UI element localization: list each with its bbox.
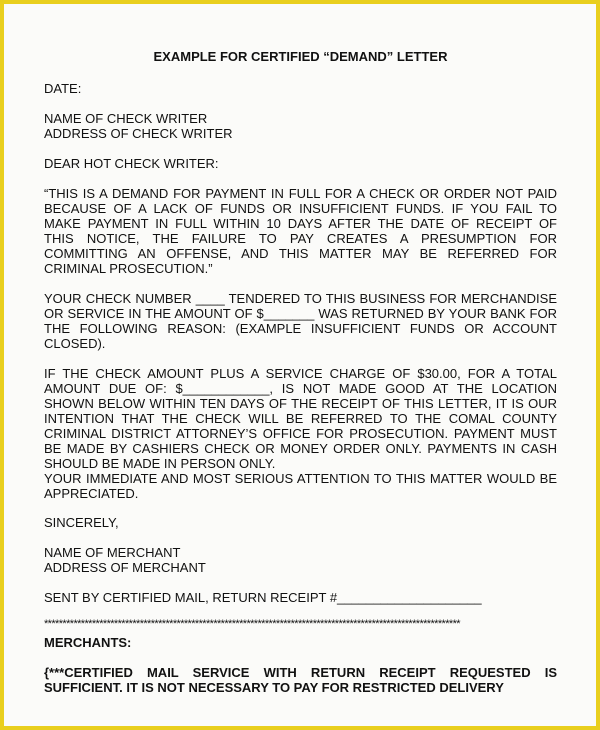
paragraph-line: CRIMINAL PROSECUTION.” xyxy=(44,261,213,276)
merchants-note xyxy=(44,665,557,695)
paragraph-line: MAKE PAYMENT IN FULL WITHIN 10 DAYS AFTER THE DATE OF RECEIPT OF xyxy=(44,216,557,231)
paragraph-line: IF THE CHECK AMOUNT PLUS A SERVICE CHARGE OF $30.00, FOR A TOTAL xyxy=(44,366,557,381)
paragraph-line: SHOULD BE MADE IN PERSON ONLY. xyxy=(44,456,276,471)
letter-title: EXAMPLE FOR CERTIFIED “DEMAND” LETTER xyxy=(153,49,448,64)
merchants-heading: MERCHANTS: xyxy=(44,635,132,650)
paragraph-line: SHOWN BELOW WITHIN TEN DAYS OF THE RECEIPT OF THIS LETTER, IT IS OUR xyxy=(44,396,557,411)
check-writer-address: ADDRESS OF CHECK WRITER xyxy=(44,126,233,141)
paragraph-line: APPRECIATED. xyxy=(44,486,139,501)
paragraph-line: CRIMINAL DISTRICT ATTORNEY’S OFFICE FOR PROSECUTION. PAYMENT MUST xyxy=(44,426,557,441)
paragraph-line: AMOUNT DUE OF: $____________, IS NOT MADE GOOD AT THE LOCATION xyxy=(44,381,557,396)
page-bottom-fade xyxy=(4,700,596,726)
paragraph-line: THE FOLLOWING REASON: (EXAMPLE INSUFFICIENT FUNDS OR ACCOUNT xyxy=(44,321,557,336)
check-writer-block xyxy=(44,111,557,141)
paragraph-line: {***CERTIFIED MAIL SERVICE WITH RETURN RECEIPT REQUESTED IS xyxy=(44,665,557,680)
demand-paragraph xyxy=(44,186,557,276)
merchant-address: ADDRESS OF MERCHANT xyxy=(44,560,206,575)
merchant-block xyxy=(44,545,557,575)
check-writer-name: NAME OF CHECK WRITER xyxy=(44,111,208,126)
date-field xyxy=(44,81,557,96)
date-label: DATE: xyxy=(44,81,82,96)
certified-mail-line: SENT BY CERTIFIED MAIL, RETURN RECEIPT #____________________ xyxy=(44,590,482,605)
document-page xyxy=(4,4,596,726)
paragraph-line: OR SERVICE IN THE AMOUNT OF $_______ WAS RETURNED BY YOUR BANK FOR xyxy=(44,306,557,321)
merchant-name: NAME OF MERCHANT xyxy=(44,545,181,560)
paragraph-line: CLOSED). xyxy=(44,336,106,351)
paragraph-line: BECAUSE OF A LACK OF FUNDS OR INSUFFICIENT FUNDS. IF YOU FAIL TO xyxy=(44,201,557,216)
paragraph-line: COMMITTING AN OFFENSE, AND THIS MATTER MAY BE REFERRED FOR xyxy=(44,246,557,261)
paragraph-line: YOUR IMMEDIATE AND MOST SERIOUS ATTENTION TO THIS MATTER WOULD BE xyxy=(44,471,557,486)
paragraph-line: YOUR CHECK NUMBER ____ TENDERED TO THIS BUSINESS FOR MERCHANDISE xyxy=(44,291,557,306)
divider-line: ***************************************************************************************************************** xyxy=(44,618,460,630)
paragraph-line: “THIS IS A DEMAND FOR PAYMENT IN FULL FOR A CHECK OR ORDER NOT PAID xyxy=(44,186,557,201)
paragraph-line: SUFFICIENT. IT IS NOT NECESSARY TO PAY FOR RESTRICTED DELIVERY xyxy=(44,680,504,695)
closing: SINCERELY, xyxy=(44,515,119,530)
check-number-paragraph xyxy=(44,291,557,351)
paragraph-line: INTENTION THAT THE CHECK WILL BE REFERRED TO THE COMAL COUNTY xyxy=(44,411,557,426)
paragraph-line: BE MADE BY CASHIERS CHECK OR MONEY ORDER ONLY. PAYMENTS IN CASH xyxy=(44,441,557,456)
paragraph-line: THIS NOTICE, THE FAILURE TO PAY CREATES A PRESUMPTION FOR xyxy=(44,231,557,246)
salutation: DEAR HOT CHECK WRITER: xyxy=(44,156,219,171)
service-charge-paragraph xyxy=(44,366,557,501)
